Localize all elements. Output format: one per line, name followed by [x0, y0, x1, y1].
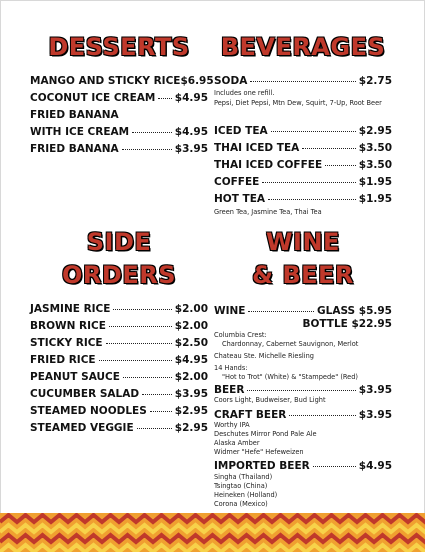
item-price: $4.95	[358, 460, 392, 472]
item-price: $3.95	[358, 384, 392, 396]
item-name: STICKY RICE	[30, 337, 103, 349]
item-name: FRIED BANANA	[30, 109, 119, 121]
item-note: Alaska Amber	[214, 439, 260, 447]
menu-item	[214, 304, 392, 318]
item-price: $6.95	[180, 75, 214, 87]
decorative-zigzag-footer	[0, 513, 425, 552]
menu-item	[30, 302, 208, 316]
item-price: $4.95	[174, 354, 208, 366]
item-note: Widmer "Hefe" Hefeweizen	[214, 448, 304, 456]
side-orders-heading-line1: SIDE	[86, 228, 152, 256]
menu-item	[30, 108, 208, 122]
menu-item	[30, 319, 208, 333]
menu-item	[30, 125, 208, 139]
item-price: GLASS $5.95	[317, 305, 392, 317]
menu-item	[30, 421, 208, 435]
item-name: MANGO AND STICKY RICE	[30, 75, 181, 87]
item-note: Corona (Mexico)	[214, 500, 268, 508]
side-orders-heading-line2: ORDERS	[62, 261, 176, 289]
item-price: $4.95	[174, 92, 208, 104]
item-name: BEER	[214, 384, 245, 396]
item-note: Heineken (Holland)	[214, 491, 278, 499]
item-name: ICED TEA	[214, 125, 268, 137]
item-name: STEAMED VEGGIE	[30, 422, 134, 434]
item-note: Coors Light, Budweiser, Bud Light	[214, 396, 326, 404]
item-price: $2.95	[174, 422, 208, 434]
menu-item	[30, 353, 208, 367]
item-note: Deschutes Mirror Pond Pale Ale	[214, 430, 317, 438]
item-price: $1.95	[358, 176, 392, 188]
menu-item	[30, 370, 208, 384]
item-note: Chardonnay, Cabernet Sauvignon, Merlot	[222, 340, 359, 348]
item-price: BOTTLE $22.95	[302, 318, 392, 330]
menu-item	[214, 158, 392, 172]
item-name: STEAMED NOODLES	[30, 405, 147, 417]
menu-item	[30, 404, 208, 418]
item-name: IMPORTED BEER	[214, 460, 310, 472]
item-price: $2.95	[358, 125, 392, 137]
item-name: WITH ICE CREAM	[30, 126, 130, 138]
item-name: THAI ICED COFFEE	[214, 159, 323, 171]
item-name: FRIED RICE	[30, 354, 96, 366]
item-name: FRIED BANANA	[30, 143, 119, 155]
item-price: $3.50	[358, 142, 392, 154]
menu-item	[30, 74, 214, 88]
item-price: $3.95	[174, 143, 208, 155]
item-price: $1.95	[358, 193, 392, 205]
menu-item	[214, 408, 392, 422]
menu-item	[214, 175, 392, 189]
desserts-heading: DESSERTS	[48, 33, 190, 61]
item-note: Pepsi, Diet Pepsi, Mtn Dew, Squirt, 7-Up, Root Beer	[214, 99, 382, 107]
item-note: Chateau Ste. Michelle Riesling	[214, 352, 314, 360]
item-note: Worthy IPA	[214, 421, 250, 429]
item-name: COFFEE	[214, 176, 260, 188]
item-name: COCONUT ICE CREAM	[30, 92, 156, 104]
menu-item	[30, 142, 208, 156]
item-note: Tsingtao (China)	[214, 482, 268, 490]
item-price: $2.95	[174, 405, 208, 417]
item-note: 14 Hands:	[214, 364, 248, 372]
menu-item	[30, 387, 208, 401]
item-name: WINE	[214, 305, 246, 317]
menu-item	[214, 192, 392, 206]
item-price: $4.95	[174, 126, 208, 138]
menu-item	[30, 336, 208, 350]
item-name: PEANUT SAUCE	[30, 371, 120, 383]
item-name: BROWN RICE	[30, 320, 106, 332]
item-name: SODA	[214, 75, 248, 87]
wine-beer-heading-line2: & BEER	[252, 261, 354, 289]
menu-item	[214, 383, 392, 397]
item-note: "Hot to Trot" (White) & "Stampede" (Red)	[222, 373, 358, 381]
beverages-heading: BEVERAGES	[220, 33, 386, 61]
item-price: $2.50	[174, 337, 208, 349]
item-name: JASMINE RICE	[30, 303, 111, 315]
item-name: THAI ICED TEA	[214, 142, 300, 154]
item-price: $3.50	[358, 159, 392, 171]
item-name: CRAFT BEER	[214, 409, 287, 421]
menu-item	[214, 74, 392, 88]
wine-beer-heading-line1: WINE	[266, 228, 340, 256]
item-price: $3.95	[174, 388, 208, 400]
item-price: $3.95	[358, 409, 392, 421]
item-note: Includes one refill.	[214, 89, 275, 97]
item-price: $2.75	[358, 75, 392, 87]
item-note: Green Tea, Jasmine Tea, Thai Tea	[214, 208, 322, 216]
menu-item	[214, 124, 392, 138]
item-price: $2.00	[174, 303, 208, 315]
menu-item	[214, 459, 392, 473]
menu-item	[214, 141, 392, 155]
item-price: $2.00	[174, 371, 208, 383]
menu-item	[30, 91, 208, 105]
item-name: CUCUMBER SALAD	[30, 388, 140, 400]
item-price: $2.00	[174, 320, 208, 332]
item-name: HOT TEA	[214, 193, 265, 205]
item-note: Singha (Thailand)	[214, 473, 273, 481]
item-note: Columbia Crest:	[214, 331, 267, 339]
